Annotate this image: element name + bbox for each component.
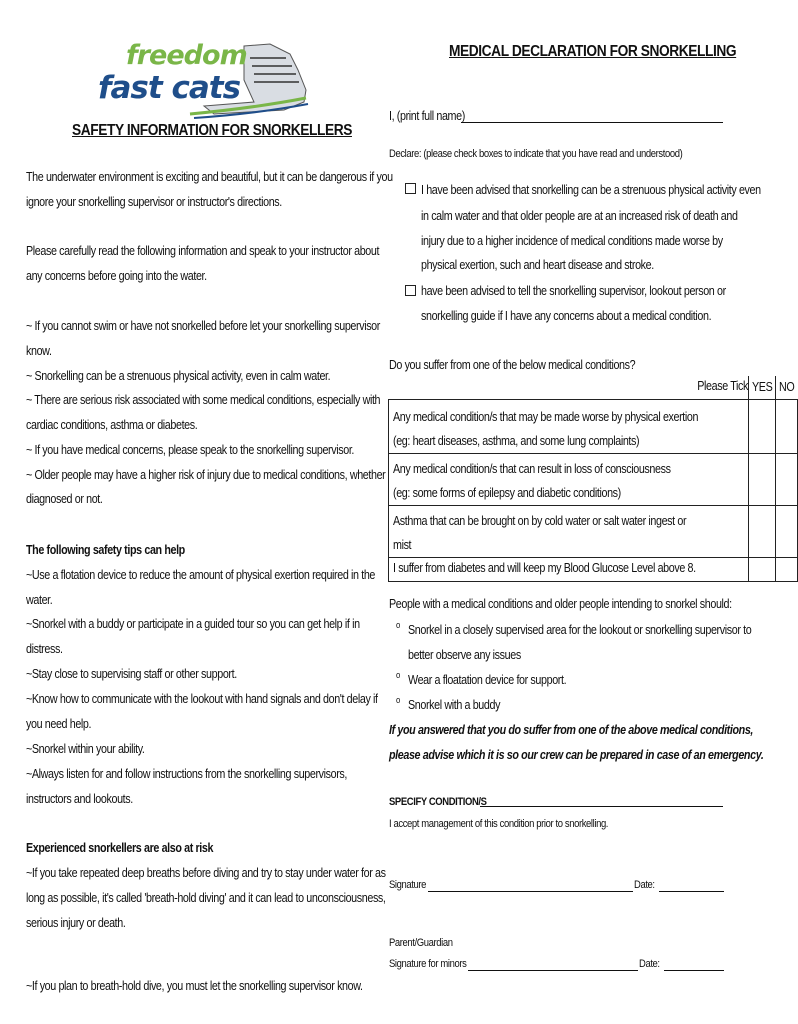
intro-line: ignore your snorkelling supervisor or instructor's directions. (26, 195, 282, 209)
date-label: Date: (634, 879, 655, 891)
yes-cell[interactable] (748, 557, 776, 581)
no-cell[interactable] (776, 505, 797, 557)
bullet-line: better observe any issues (408, 648, 521, 662)
tip-line: ~Snorkel with a buddy or participate in a guided tour so you can get help if in (26, 617, 360, 631)
answered-note: please advise which it is so our crew can be prepared in case of an emergency. (389, 748, 764, 762)
no-cell[interactable] (776, 453, 797, 505)
intro-line: any concerns before going into the water. (26, 269, 207, 283)
table-row (389, 399, 798, 453)
final-warning: ~If you plan to breath-hold dive, you must let the snorkelling supervisor know. (26, 979, 363, 993)
check2-line: snorkelling guide if I have any concerns about a medical condition. (421, 309, 712, 323)
tip-line: ~Always listen for and follow instructions from the snorkelling supervisors, (26, 767, 348, 781)
bullet-icon: o (396, 670, 400, 680)
checkbox-strenuous-activity[interactable] (405, 183, 416, 194)
no-header: NO (779, 380, 795, 394)
specify-label: SPECIFY CONDITION/S (389, 796, 487, 808)
logo-text-fast-cats: fast cats (98, 70, 241, 106)
signature-field[interactable] (428, 891, 633, 892)
yes-cell[interactable] (748, 453, 776, 505)
intro-line: Please carefully read the following information and speak to your instructor about (26, 244, 380, 258)
minors-signature-label: Signature for minors (389, 958, 467, 970)
warning-line: know. (26, 344, 52, 358)
safety-title: SAFETY INFORMATION FOR SNORKELLERS (72, 122, 352, 139)
check2-line: have been advised to tell the snorkelling supervisor, lookout person or (421, 284, 726, 298)
experienced-line: ~If you take repeated deep breaths before diving and try to stay under water for as (26, 866, 386, 880)
please-tick-label: Please Tick (697, 379, 748, 393)
warning-line: ~ If you cannot swim or have not snorkelled before let your snorkelling supervisor (26, 319, 380, 333)
check1-line: physical exertion, such and heart disease and stroke. (421, 258, 654, 272)
tip-line: you need help. (26, 717, 92, 731)
bullet-line: Snorkel in a closely supervised area for the lookout or snorkelling supervisor to (408, 623, 752, 637)
answered-note: If you answered that you do suffer from one of the above medical conditions, (389, 723, 754, 737)
date-field[interactable] (659, 891, 724, 892)
yes-cell[interactable] (748, 505, 776, 557)
parent-label: Parent/Guardian (389, 937, 453, 949)
warning-line: cardiac conditions, asthma or diabetes. (26, 418, 198, 432)
medical-conditions-table (388, 376, 798, 582)
check1-line: in calm water and that older people are at an increased risk of death and (421, 209, 738, 223)
check1-line: I have been advised that snorkelling can be a strenuous physical activity even (421, 183, 761, 197)
condition-text: Any medical condition/s that can result in loss of consciousness (eg: some forms of epilepsy and diabetic conditions) (393, 461, 671, 500)
tip-line: ~Use a flotation device to reduce the amount of physical exertion required in the (26, 568, 376, 582)
no-cell[interactable] (776, 399, 797, 453)
medical-declaration-title: MEDICAL DECLARATION FOR SNORKELLING (449, 43, 737, 60)
tips-heading: The following safety tips can help (26, 543, 185, 557)
warning-line: ~ If you have medical concerns, please speak to the snorkelling supervisor. (26, 443, 355, 457)
warning-line: ~ There are serious risk associated with some medical conditions, especially with (26, 393, 381, 407)
experienced-line: long as possible, it's called 'breath-hold diving' and it can lead to unconsciousness, (26, 891, 386, 905)
condition-text: I suffer from diabetes and will keep my Blood Glucose Level above 8. (393, 560, 696, 575)
tip-line: ~Stay close to supervising staff or other support. (26, 667, 237, 681)
tip-line: water. (26, 593, 53, 607)
warning-line: ~ Older people may have a higher risk of injury due to medical conditions, whether (26, 468, 386, 482)
bullet-line: Snorkel with a buddy (408, 698, 501, 712)
warning-line: ~ Snorkelling can be a strenuous physical activity, even in calm water. (26, 369, 331, 383)
minors-date-field[interactable] (664, 970, 724, 971)
bullet-icon: o (396, 620, 400, 630)
specify-condition-field[interactable] (480, 806, 723, 807)
tip-line: instructors and lookouts. (26, 792, 133, 806)
condition-text: Any medical condition/s that may be made worse by physical exertion (eg: heart diseases, asthma, and some lung complaints) (393, 409, 699, 448)
accept-text: I accept management of this condition prior to snorkelling. (389, 818, 609, 830)
bullet-icon: o (396, 695, 400, 705)
minors-signature-field[interactable] (468, 970, 638, 971)
full-name-field[interactable] (461, 122, 723, 123)
condition-text: Asthma that can be brought on by cold water or salt water ingest or mist (393, 513, 687, 552)
yes-cell[interactable] (748, 399, 776, 453)
no-cell[interactable] (776, 557, 797, 581)
conditions-question: Do you suffer from one of the below medical conditions? (389, 358, 636, 372)
intro-line: The underwater environment is exciting and beautiful, but it can be dangerous if you (26, 170, 393, 184)
table-row (389, 505, 798, 557)
table-row (389, 453, 798, 505)
yes-header: YES (751, 380, 773, 394)
logo-text-freedom: freedom (126, 40, 247, 71)
experienced-line: serious injury or death. (26, 916, 126, 930)
experienced-heading: Experienced snorkellers are also at risk (26, 841, 214, 855)
signature-label: Signature (389, 879, 427, 891)
table-header-row (389, 376, 798, 399)
tip-line: distress. (26, 642, 63, 656)
tip-line: ~Know how to communicate with the lookout with hand signals and don't delay if (26, 692, 378, 706)
check1-line: injury due to a higher incidence of medical conditions made worse by (421, 234, 723, 248)
checkbox-tell-supervisor[interactable] (405, 285, 416, 296)
bullet-line: Wear a floatation device for support. (408, 673, 567, 687)
date-label-2: Date: (639, 958, 660, 970)
warning-line: diagnosed or not. (26, 492, 103, 506)
table-row (389, 557, 798, 581)
declare-text: Declare: (please check boxes to indicate that you have read and understood) (389, 148, 683, 160)
tip-line: ~Snorkel within your ability. (26, 742, 145, 756)
people-heading: People with a medical conditions and older people intending to snorkel should: (389, 597, 732, 611)
name-label: I, (print full name) (389, 109, 465, 123)
freedom-fast-cats-logo (94, 40, 314, 118)
